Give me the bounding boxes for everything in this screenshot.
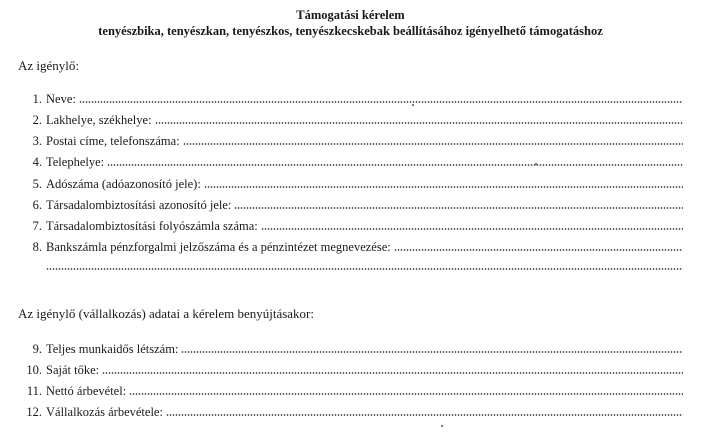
field-row-residence[interactable] [18, 111, 683, 129]
field-number: 2. [32, 113, 42, 127]
field-label: Lakhelye, székhelye: [46, 113, 152, 127]
fill-in-line[interactable] [183, 143, 683, 145]
field-row-site[interactable] [18, 153, 683, 171]
field-label: Bankszámla pénzforgalmi jelzőszáma és a pénzintézet megnevezése: [46, 240, 391, 254]
fill-in-line[interactable] [234, 207, 683, 209]
field-label: Társadalombiztosítási folyószámla száma: [46, 219, 258, 233]
field-row-net-revenue[interactable] [18, 382, 683, 400]
fill-in-line[interactable] [79, 101, 683, 103]
field-label: Saját tőke: [46, 363, 100, 377]
field-number: 8. [32, 240, 42, 254]
field-number: 3. [32, 134, 42, 148]
fill-in-line[interactable] [155, 122, 683, 124]
field-row-full-time-staff[interactable] [18, 340, 683, 358]
field-number: 6. [32, 198, 42, 212]
field-row-name[interactable] [18, 90, 683, 108]
field-label: Vállalkozás árbevétele: [46, 405, 163, 419]
field-number: 7. [32, 219, 42, 233]
field-label: Postai címe, telefonszáma: [46, 134, 180, 148]
field-row-equity[interactable] [18, 361, 683, 379]
fill-in-line[interactable] [166, 414, 683, 416]
fill-in-line[interactable] [107, 164, 683, 166]
field-number: 12. [26, 405, 42, 419]
fill-in-line[interactable] [394, 249, 683, 251]
field-number: 4. [32, 155, 42, 169]
company-section-label: Az igénylő (vállalkozás) adatai a kérelem benyújtásakor: [18, 306, 314, 321]
scan-speck [535, 163, 537, 165]
applicant-section-label: Az igénylő: [18, 58, 80, 73]
field-number: 11. [26, 384, 42, 398]
field-label: Teljes munkaidős létszám: [46, 342, 179, 356]
scan-speck [441, 425, 443, 427]
field-row-social-security-id[interactable] [18, 196, 683, 214]
field-row-tax-number[interactable] [18, 175, 683, 193]
field-number: 10. [26, 363, 42, 377]
bank-account-continuation-line[interactable] [46, 268, 683, 270]
field-row-postal-address[interactable] [18, 132, 683, 150]
field-label: Társadalombiztosítási azonosító jele: [46, 198, 232, 212]
fill-in-line[interactable] [261, 228, 683, 230]
form-title: Támogatási kérelem [296, 8, 405, 22]
fill-in-line[interactable] [204, 186, 683, 188]
fill-in-line[interactable] [102, 372, 683, 374]
field-row-social-security-account[interactable] [18, 217, 683, 235]
form-subtitle: tenyészbika, tenyészkan, tenyészkos, tenyészkecskebak beállításához igényelhető támogatáshoz [98, 24, 603, 38]
field-label: Adószáma (adóazonosító jele): [46, 177, 201, 191]
field-label: Neve: [46, 92, 76, 106]
field-number: 9. [32, 342, 42, 356]
fill-in-line[interactable] [129, 393, 683, 395]
field-row-company-revenue[interactable] [18, 403, 683, 421]
field-row-bank-account[interactable] [18, 238, 683, 256]
field-label: Telephelye: [46, 155, 105, 169]
field-label: Nettó árbevétel: [46, 384, 127, 398]
fill-in-line[interactable] [181, 351, 683, 353]
field-number: 1. [32, 92, 42, 106]
field-number: 5. [32, 177, 42, 191]
scan-speck [412, 104, 414, 106]
